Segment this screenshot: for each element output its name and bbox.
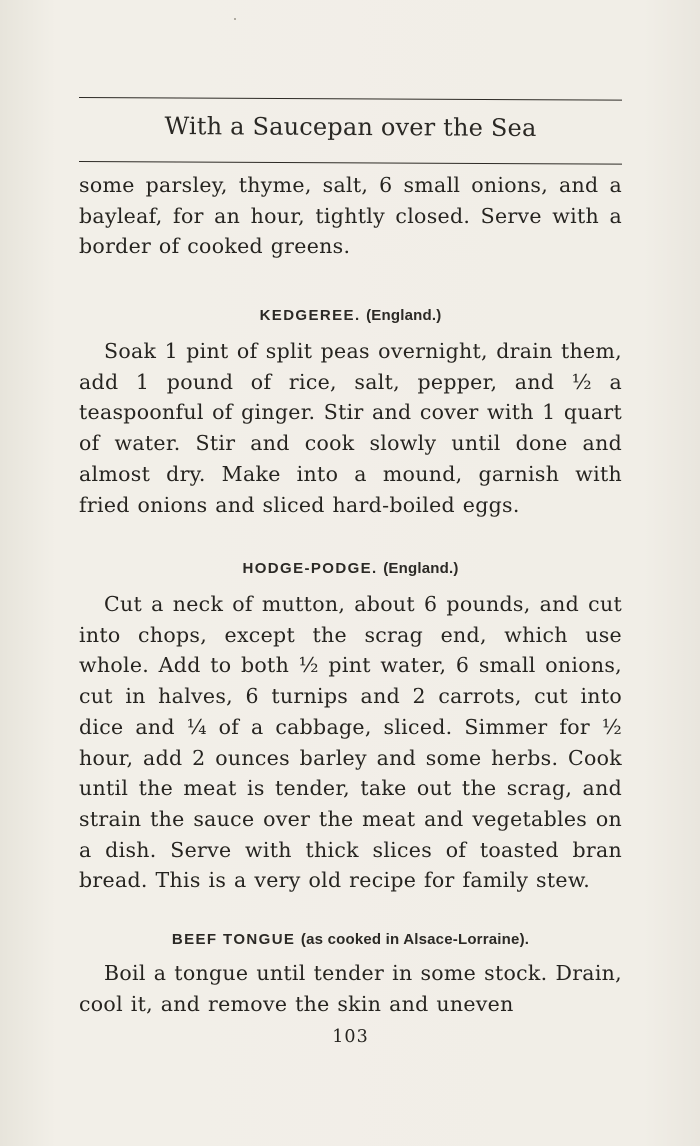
running-head: With a Saucepan over the Sea: [164, 112, 537, 142]
header-rule-bottom: [79, 161, 622, 165]
recipe-origin: (England.): [366, 307, 442, 324]
recipe-title: KEDGEREE.: [259, 307, 361, 324]
continuation-paragraph: some parsley, thyme, salt, 6 small onions, and a bayleaf, for an hour, tightly closed. Serve with a border of cooked greens.: [79, 173, 622, 259]
recipe-origin: (England.): [383, 560, 459, 577]
recipe-heading-beef-tongue: [79, 931, 622, 948]
recipe-heading-hodge-podge: [79, 560, 622, 577]
recipe-title: BEEF TONGUE: [171, 931, 296, 948]
recipe-body-hodge-podge: Cut a neck of mutton, about 6 pounds, and cut into chops, except the scrag end, which use whole. Add to both ½ pint water, 6 small onions, cut in halves, 6 turnips and 2 carrots, cut into dice and ¼ of a cabbage, sliced. Simmer for ½ hour, add 2 ounces barley and some herbs. Cook until the meat is tender, take out the scrag, and strain the sauce over the meat and vegetables on a dish. Serve with thick slices of toasted bran bread. This is a very old recipe for family stew.: [79, 592, 622, 893]
recipe-body-beef-tongue: Boil a tongue until tender in some stock. Drain, cool it, and remove the skin and uneven: [79, 961, 622, 1016]
paper-speck: [234, 18, 236, 20]
recipe-origin: (as cooked in Alsace-Lorraine).: [300, 931, 530, 948]
header-rule-top: [79, 97, 622, 101]
page-number: 103: [332, 1027, 369, 1047]
recipe-title: HODGE-PODGE.: [242, 560, 378, 577]
recipe-heading-kedgeree: [79, 307, 622, 324]
recipe-body-kedgeree: Soak 1 pint of split peas overnight, drain them, add 1 pound of rice, salt, pepper, and ½ a teaspoonful of ginger. Stir and cover with 1 quart of water. Stir and cook slowly until done and almost dry. Make into a mound, garnish with fried onions and sliced hard-boiled eggs.: [79, 339, 622, 517]
